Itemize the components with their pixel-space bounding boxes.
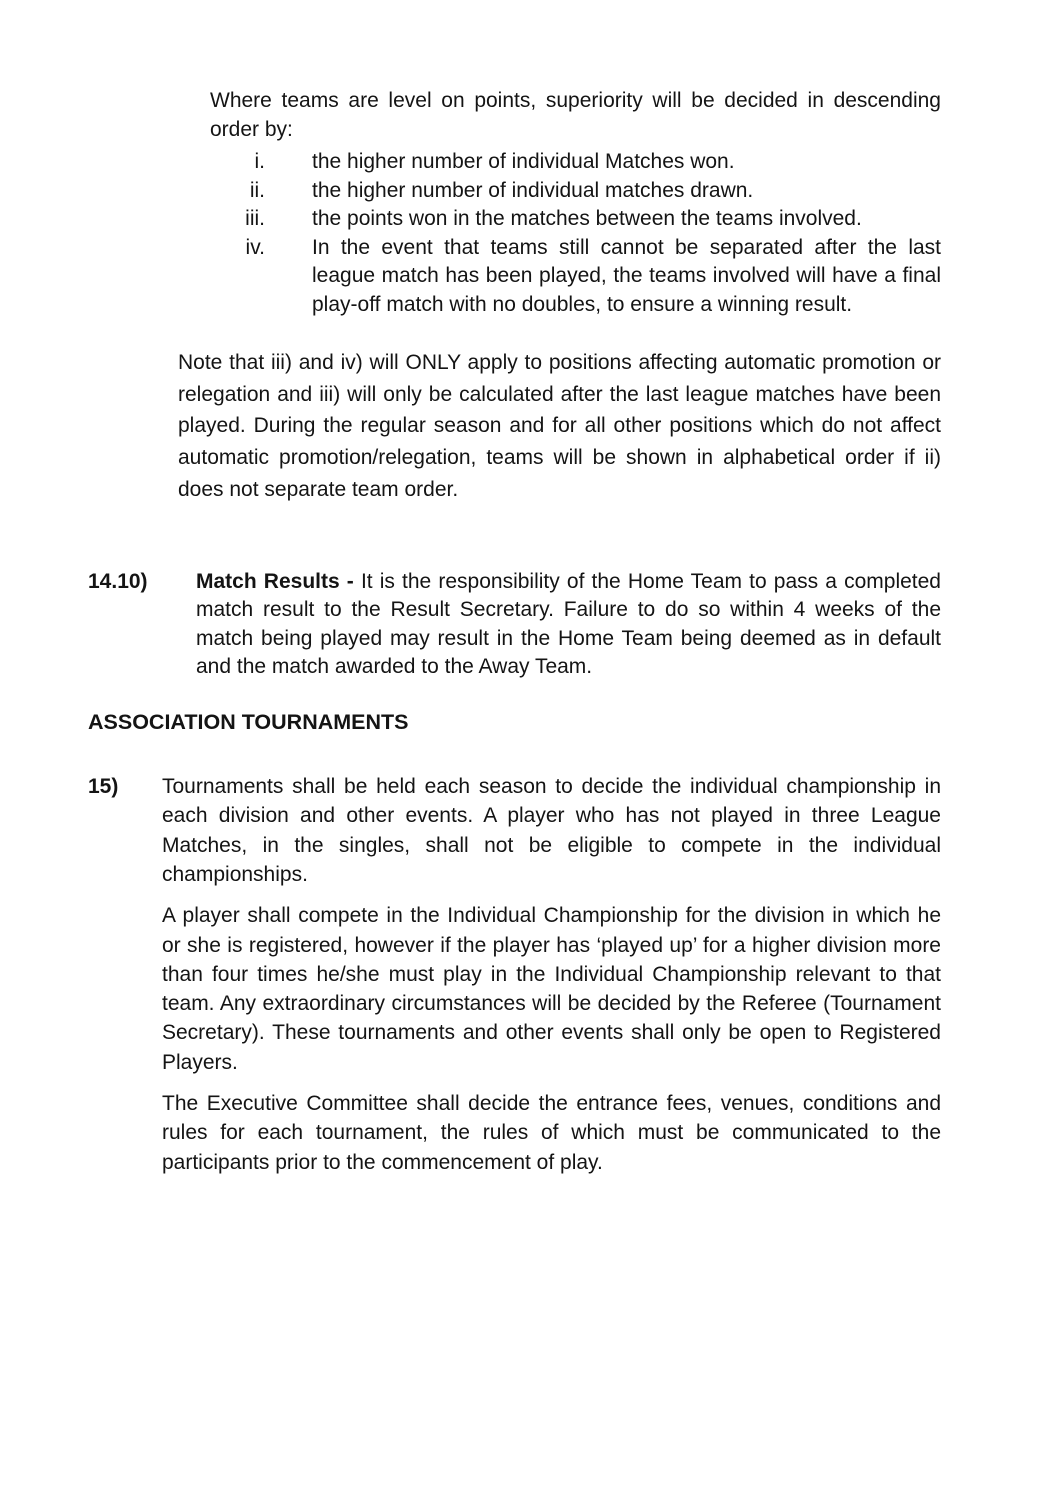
list-item: [210, 205, 941, 234]
section-heading: ASSOCIATION TOURNAMENTS: [88, 709, 409, 734]
rule-14-10: [88, 568, 941, 682]
rule-15-paragraph-2: A player shall compete in the Individual Championship for the division in which he or she is registered, however if the player has ‘played up’ for a higher division more than four times he/she must play in the Individual Championship relevant to that team. Any extraordinary circumstances will be decided by the Referee (Tournament Secretary). These tournaments and other events shall only be open to Registered Players.: [162, 904, 941, 1074]
list-item-text: In the event that teams still cannot be separated after the last league match has been played, the teams involved will have a final play-off match with no doubles, to ensure a winning result.: [312, 235, 941, 316]
rule-15-paragraph-3: The Executive Committee shall decide the entrance fees, venues, conditions and rules for each tournament, the rules of which must be communicated to the participants prior to the commencement of play.: [162, 1091, 941, 1174]
list-item: [210, 177, 941, 206]
intro-paragraph: Where teams are level on points, superiority will be decided in descending order by:: [210, 89, 941, 141]
list-item-marker: ii.: [249, 178, 265, 202]
rule-number: 14.10): [88, 569, 148, 593]
list-item-text: the points won in the matches between the teams involved.: [312, 207, 862, 230]
criteria-list: [0, 148, 1048, 319]
rule-text: It is the responsibility of the Home Team to pass a completed match result to the Result Secretary. Failure to do so within 4 weeks of the match being played may result in the Home Team being deemed as in default and the match awarded to the Away Team.: [196, 569, 941, 679]
list-item-marker: i.: [254, 150, 265, 173]
list-item-text: the higher number of individual Matches won.: [312, 150, 735, 173]
note-paragraph: Note that iii) and iv) will ONLY apply to positions affecting automatic promotion or relegation and iii) will only be calculated after the last league matches have been played. During the regular season and for all other positions which do not affect automatic promotion/relegation, teams will be shown in alphabetical order if ii) does not separate team order.: [178, 351, 941, 501]
rule-15: [88, 772, 941, 889]
list-item: [210, 148, 941, 177]
rule-body: [196, 568, 941, 682]
list-item: [210, 234, 941, 320]
rule-title: Match Results -: [196, 569, 354, 593]
list-item-text: the higher number of individual matches drawn.: [312, 178, 754, 202]
list-item-marker: iii.: [245, 207, 265, 230]
rule-text: Tournaments shall be held each season to decide the individual championship in each division and other events. A player who has not played in three League Matches, in the singles, shall not be eligible to compete in the individual championships.: [162, 775, 941, 886]
rule-number: 15): [88, 775, 119, 799]
list-item-marker: iv.: [245, 235, 265, 259]
